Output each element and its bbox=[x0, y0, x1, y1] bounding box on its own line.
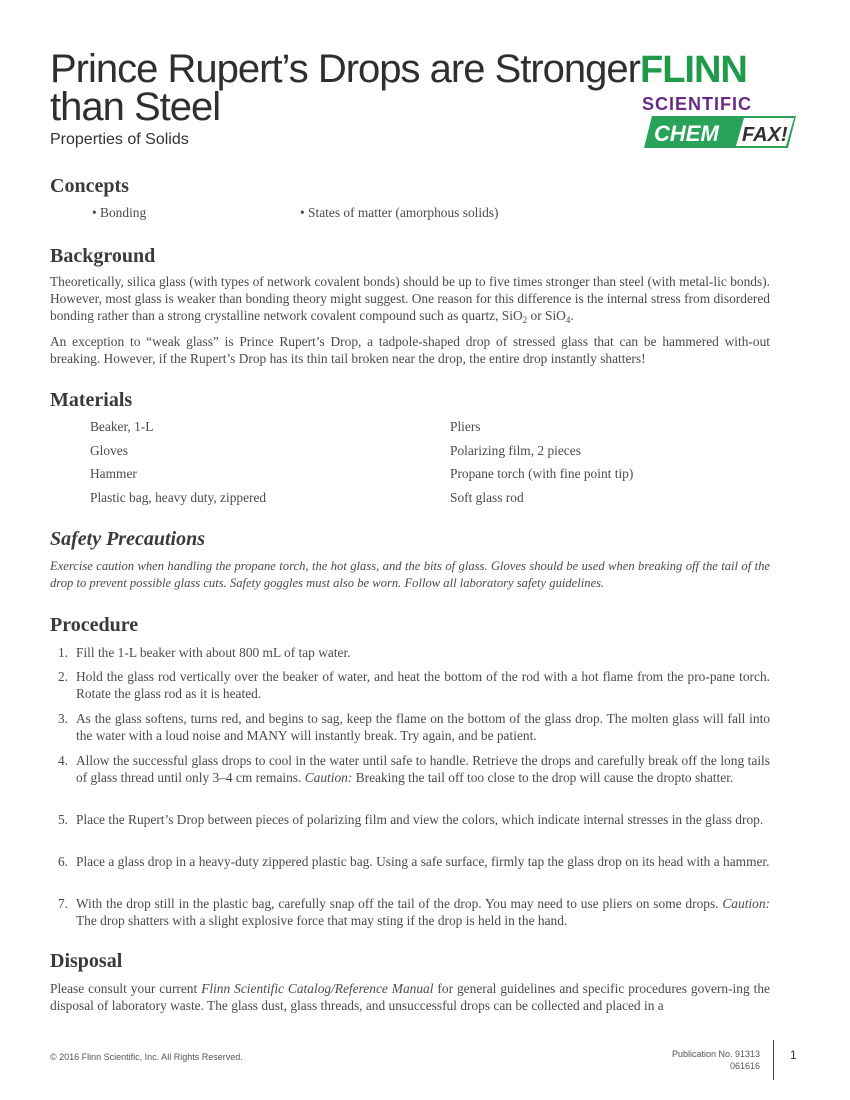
step-number: 5. bbox=[57, 812, 68, 827]
step-number: 1. bbox=[57, 645, 68, 660]
concept-label: Bonding bbox=[100, 205, 147, 220]
procedure-step bbox=[50, 853, 770, 870]
background-paragraph-2: An exception to “weak glass” is Prince Rupert’s Drop, a tadpole-shaped drop of stressed glass that can be hammered with-out breaking. However, if the Rupert’s Drop has its thin tail broken near the drop, the entire drop instantly shatters! bbox=[50, 334, 770, 366]
material-item: Plastic bag, heavy duty, zippered bbox=[90, 490, 267, 505]
material-item: Polarizing film, 2 pieces bbox=[450, 443, 581, 458]
materials-heading: Materials bbox=[50, 389, 133, 411]
procedure-step bbox=[50, 710, 770, 744]
step-text: Hold the glass rod vertically over the beaker of water, and heat the bottom of the rod with a hot flame from the pro-pane torch. Rotate the glass rod as it is heated. bbox=[76, 669, 770, 701]
concept-label: States of matter (amorphous solids) bbox=[308, 205, 499, 220]
logo-fax: FAX! bbox=[742, 124, 788, 146]
logo-scientific: SCIENTIFIC bbox=[642, 94, 753, 114]
procedure-step bbox=[50, 811, 770, 828]
safety-text: Exercise caution when handling the propane torch, the hot glass, and the bits of glass. Gloves should be used when breaking off the tail of the drop to prevent possible glass cuts. Safety goggles must also be worn. Follow all laboratory safety guidelines. bbox=[50, 559, 770, 590]
step-text: Allow the successful glass drops to cool in the water until safe to handle. Retrieve the drops and carefully break off the long tails of glass thread until only 3–4 cm remains. Caution: Breaking the tail off too close to the drop will cause the dropto shatter. bbox=[76, 753, 770, 785]
page-subtitle: Properties of Solids bbox=[50, 131, 189, 148]
step-number: 7. bbox=[57, 896, 68, 911]
step-text: Place a glass drop in a heavy-duty zippered plastic bag. Using a safe surface, firmly tap the glass drop on its head with a hammer. bbox=[76, 854, 770, 869]
page-number: 1 bbox=[790, 1048, 797, 1062]
background-paragraph-1: Theoretically, silica glass (with types of network covalent bonds) should be up to five times stronger than steel (with metal-lic bonds). However, most glass is weaker than bonding theory might suggest. One reason for this difference is the internal stress from disordered bonding rather than a strong crystalline network covalent compound such as quartz, SiO$_2$ or SiO$_4$. bbox=[50, 274, 770, 325]
logo-graphic bbox=[636, 50, 802, 150]
step-text: Place the Rupert’s Drop between pieces of polarizing film and view the colors, which indicate internal stresses in the glass drop. bbox=[76, 812, 764, 827]
material-item: Propane torch (with fine point tip) bbox=[450, 466, 634, 481]
material-item: Pliers bbox=[450, 419, 481, 434]
page-title: Prince Rupert’s Drops are Stronger than Steel bbox=[50, 47, 640, 129]
material-item: Beaker, 1-L bbox=[90, 419, 154, 434]
publication-code: 061616 bbox=[729, 1061, 760, 1071]
material-item: Gloves bbox=[90, 443, 128, 458]
concept-item: • States of matter (amorphous solids) bbox=[300, 205, 499, 220]
logo-flinn: FLINN bbox=[640, 50, 747, 91]
disposal-heading: Disposal bbox=[50, 950, 123, 972]
concepts-heading: Concepts bbox=[50, 175, 129, 197]
disposal-text: Please consult your current Flinn Scientific Catalog/Reference Manual for general guidelines and specific procedures govern-ing the disposal of laboratory waste. The glass dust, glass threads, and unsuccessful drops can be collected and placed in a bbox=[50, 981, 770, 1013]
concept-item: • Bonding bbox=[92, 205, 147, 220]
step-number: 3. bbox=[57, 711, 68, 726]
footer-copyright: © 2016 Flinn Scientific, Inc. All Rights Reserved. bbox=[50, 1052, 243, 1062]
procedure-step bbox=[50, 668, 770, 702]
procedure-step bbox=[50, 895, 770, 929]
step-text: As the glass softens, turns red, and begins to sag, keep the flame on the bottom of the glass drop. The molten glass will fall into the water with a loud noise and MANY will instantly break. Try again, and be patient. bbox=[76, 711, 770, 743]
footer-publication bbox=[672, 1048, 760, 1072]
step-text: With the drop still in the plastic bag, carefully snap off the tail of the drop. You may need to use pliers on some drops. Caution: The drop shatters with a slight explosive force that may sting if the drop is held in the hand. bbox=[76, 896, 770, 928]
logo-chem: CHEM bbox=[654, 121, 719, 146]
step-number: 2. bbox=[57, 669, 68, 684]
material-item: Soft glass rod bbox=[450, 490, 524, 505]
step-number: 6. bbox=[57, 854, 68, 869]
footer-divider bbox=[773, 1040, 774, 1080]
publication-number: Publication No. 91313 bbox=[671, 1049, 760, 1059]
safety-heading: Safety Precautions bbox=[50, 528, 205, 550]
background-heading: Background bbox=[50, 245, 156, 267]
procedure-step bbox=[50, 644, 770, 661]
procedure-step bbox=[50, 752, 770, 786]
flinn-chemfax-logo bbox=[636, 50, 802, 150]
procedure-heading: Procedure bbox=[50, 614, 139, 636]
step-text: Fill the 1-L beaker with about 800 mL of tap water. bbox=[76, 645, 351, 660]
step-number: 4. bbox=[57, 753, 68, 768]
material-item: Hammer bbox=[90, 466, 137, 481]
